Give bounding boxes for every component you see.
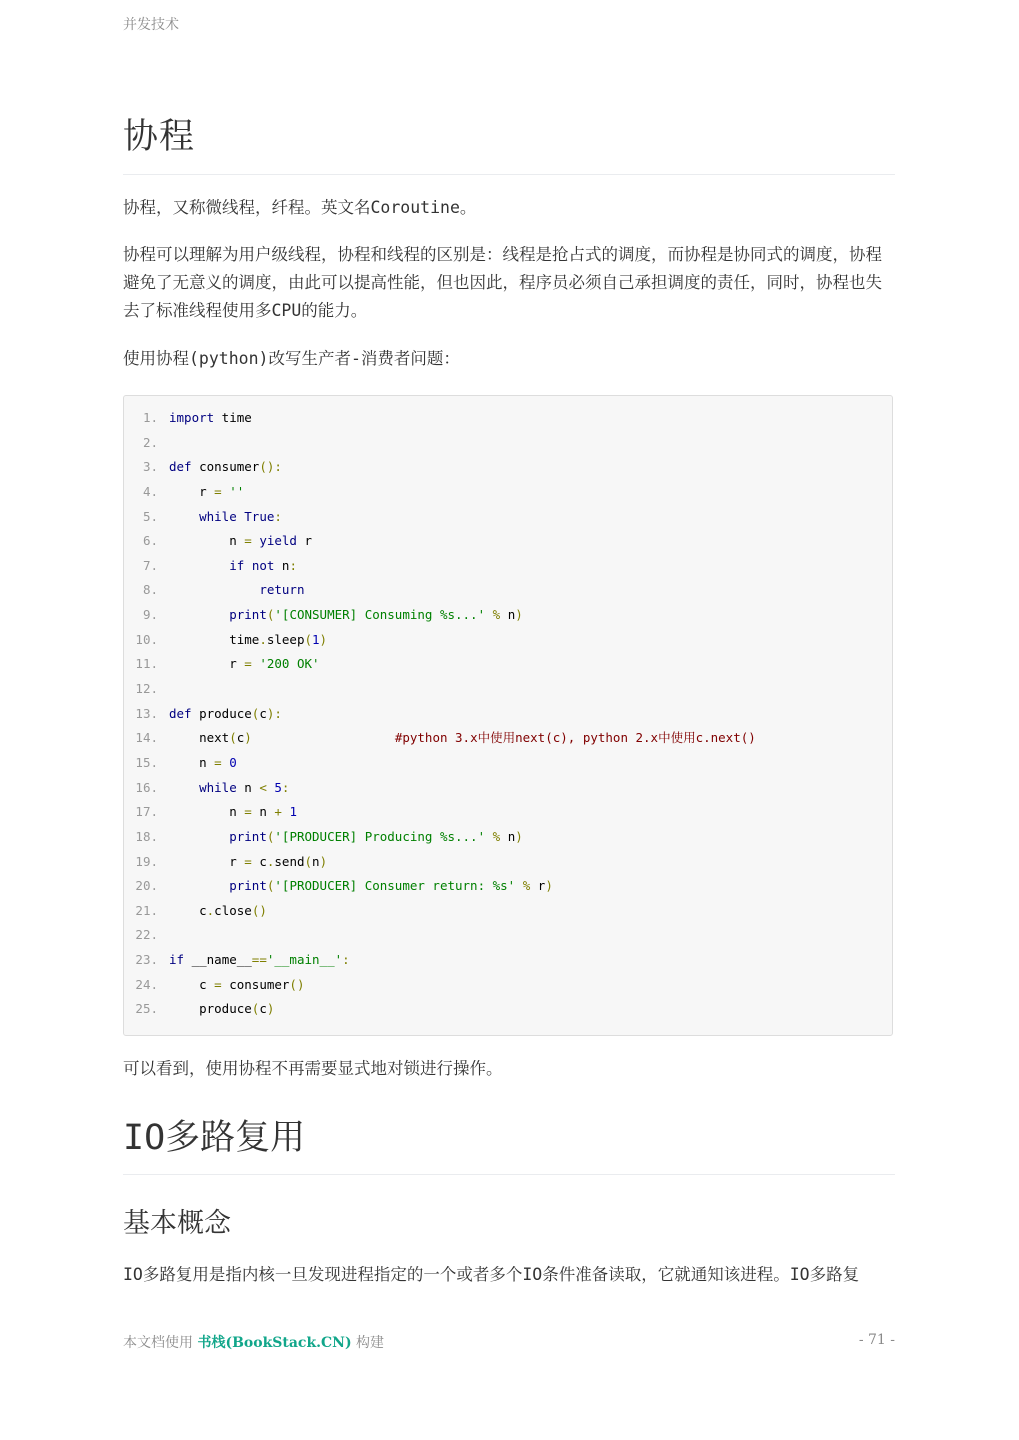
code-token: = [244, 853, 252, 869]
line-number: 24. [135, 976, 158, 992]
code-token [169, 607, 229, 622]
code-line [124, 997, 756, 1022]
code-token: '[PRODUCER] Producing %s...' [274, 828, 486, 844]
code-token: while [199, 779, 237, 795]
code-token: ) [319, 631, 328, 647]
footer-link[interactable]: 书栈(BookStack.CN) [197, 1335, 352, 1351]
paragraph-code-intro: 使用协程(python)改写生产者-消费者问题： [123, 349, 460, 368]
code-token: '[CONSUMER] Consuming %s...' [274, 607, 486, 623]
code-token: '[PRODUCER] Consumer return: %s' [274, 878, 516, 894]
line-number: 9. [142, 607, 158, 623]
code-line [124, 431, 756, 456]
code-token: produce [169, 1001, 252, 1017]
code-token: 0 [229, 754, 237, 770]
code-line [124, 973, 756, 998]
code-token: '200 OK' [259, 656, 320, 672]
code-token: ( [266, 828, 275, 844]
code-token: #python 3.x中使用next(c), python 2.x中使用c.next() [394, 730, 756, 746]
line-number: 1. [142, 410, 158, 425]
line-number: 25. [135, 1001, 158, 1017]
code-line [124, 948, 756, 973]
code-line [124, 603, 756, 628]
code-token: n [312, 853, 320, 869]
code-token: return [259, 582, 305, 598]
code-token: 1 [289, 804, 297, 820]
code-token: : [289, 557, 297, 573]
code-token: ( [266, 878, 275, 894]
code-line [124, 751, 756, 776]
code-token: = [244, 656, 252, 672]
code-token: def [169, 705, 192, 721]
code-token: = [214, 483, 222, 499]
code-line [124, 874, 756, 899]
code-line [124, 455, 756, 480]
code-token: send [274, 853, 305, 869]
heading-basic-concept: 基本概念 [123, 1208, 231, 1239]
code-token [169, 582, 259, 597]
code-token: ) [244, 730, 252, 746]
code-line [124, 505, 756, 530]
line-number: 20. [135, 878, 158, 894]
code-token: consumer [191, 459, 260, 475]
code-token: c [259, 1001, 267, 1017]
code-token: if [229, 557, 245, 573]
code-token [485, 607, 493, 622]
code-line [124, 480, 756, 505]
code-line [124, 406, 756, 431]
code-token: n [236, 779, 260, 795]
line-number: 16. [135, 779, 158, 795]
paragraph-io-definition: IO多路复用是指内核一旦发现进程指定的一个或者多个IO条件准备读取，它就通知该进程。IO多路复 [123, 1265, 860, 1284]
code-token: = [214, 754, 222, 770]
code-token: ( [266, 607, 275, 623]
code-token: (): [259, 459, 282, 475]
code-token: print [229, 607, 267, 623]
line-number: 8. [142, 582, 158, 598]
code-token: r [530, 878, 546, 894]
code-token: n [500, 828, 516, 844]
code-token: r [169, 656, 245, 672]
code-line [124, 776, 756, 801]
code-token: n [274, 557, 290, 573]
code-line [124, 554, 756, 579]
footer-prefix: 本文档使用 [123, 1335, 198, 1351]
line-number: 11. [135, 656, 158, 672]
code-token: . [259, 631, 267, 647]
line-number: 5. [142, 508, 158, 524]
code-token: () [251, 902, 267, 918]
code-token [244, 558, 252, 573]
footer-credit [123, 1332, 384, 1352]
paragraph-explanation: 协程可以理解为用户级线程，协程和线程的区别是：线程是抢占式的调度，而协程是协同式的调度，协程避免了无意义的调度，由此可以提高性能，但也因此，程序员必须自己承担调度的责任，同时，协程也失去了标准线程使用多CPU的能力。 [123, 245, 882, 320]
code-token: next [169, 730, 230, 746]
code-token [252, 730, 395, 745]
code-token: n [169, 754, 215, 770]
line-number: 4. [142, 483, 158, 499]
code-token: ) [545, 878, 553, 894]
code-token: < [259, 779, 267, 795]
code-token: __name__ [184, 952, 252, 968]
code-token: c [169, 976, 215, 992]
code-token: def [169, 459, 192, 475]
code-line [124, 702, 756, 727]
code-token: n [169, 804, 245, 820]
code-line [124, 800, 756, 825]
code-token: if [169, 952, 185, 968]
code-token: ( [251, 1001, 260, 1017]
code-token [485, 829, 493, 844]
code-token: '' [229, 483, 245, 499]
line-number: 13. [135, 705, 158, 721]
line-number: 21. [135, 902, 158, 918]
line-number: 3. [142, 459, 158, 475]
code-token: c [251, 853, 267, 869]
code-line [124, 652, 756, 677]
code-lines [124, 406, 756, 1022]
code-token: % [522, 878, 531, 894]
code-token: print [229, 828, 267, 844]
line-number: 12. [135, 681, 158, 697]
code-token: = [214, 976, 222, 992]
code-token: time [169, 631, 260, 647]
code-token: = [244, 804, 252, 820]
code-token: True [244, 508, 275, 524]
code-token [169, 878, 229, 893]
paragraph-conclusion: 可以看到，使用协程不再需要显式地对锁进行操作。 [123, 1059, 503, 1078]
code-token: + [274, 804, 282, 820]
code-token: r [169, 853, 245, 869]
code-line [124, 628, 756, 653]
code-token: sleep [266, 631, 305, 647]
code-token: () [289, 976, 305, 992]
line-number: 18. [135, 828, 158, 844]
code-token: . [266, 853, 275, 869]
code-token: ( [304, 631, 313, 647]
line-number: 14. [135, 730, 158, 746]
code-token [169, 558, 229, 573]
code-line [124, 825, 756, 850]
code-token: == [251, 952, 267, 968]
code-token: n [500, 607, 516, 623]
line-number: 6. [142, 533, 158, 549]
code-block [123, 395, 893, 1036]
code-token [169, 829, 229, 844]
line-number: 17. [135, 804, 158, 820]
code-token: ( [304, 853, 313, 869]
code-token: r [169, 483, 215, 499]
code-token [515, 878, 523, 893]
code-token: produce [191, 705, 252, 721]
code-token: ) [319, 853, 328, 869]
code-token: ( [251, 705, 260, 721]
line-number: 10. [135, 631, 158, 647]
code-token: n [251, 804, 275, 820]
code-token: import [169, 410, 215, 425]
paragraph-intro: 协程，又称微线程，纤程。英文名Coroutine。 [123, 198, 477, 217]
line-number: 2. [142, 434, 158, 450]
code-token: 5 [274, 779, 282, 795]
code-line [124, 899, 756, 924]
code-token: : [342, 952, 350, 968]
heading-coroutine: 协程 [123, 116, 895, 175]
line-number: 23. [135, 952, 158, 968]
heading-io-multiplexing: IO多路复用 [123, 1117, 895, 1175]
code-line [124, 850, 756, 875]
code-token: n [169, 533, 245, 549]
code-token: time [214, 410, 252, 425]
code-line [124, 578, 756, 603]
code-token: c [236, 730, 245, 746]
code-token: not [251, 557, 275, 573]
code-line [124, 529, 756, 554]
code-token: ) [266, 1001, 275, 1017]
code-token: . [206, 902, 215, 918]
footer-suffix: 构建 [351, 1335, 385, 1351]
code-token: ( [229, 730, 237, 746]
line-number: 19. [135, 853, 158, 869]
code-token: c [169, 902, 207, 918]
code-token: close [214, 902, 252, 918]
line-number: 7. [142, 557, 158, 573]
code-token: consumer [221, 976, 290, 992]
code-token: c [259, 705, 267, 721]
code-token: ) [515, 607, 523, 623]
code-token [169, 780, 199, 795]
line-number: 22. [135, 927, 158, 943]
code-token [169, 509, 199, 524]
code-token: % [492, 607, 501, 623]
code-token: '__main__' [266, 952, 343, 968]
page-number: - 71 - [858, 1332, 895, 1348]
code-token: 1 [312, 631, 320, 647]
code-token: ): [266, 705, 282, 721]
code-token: r [296, 533, 313, 549]
line-number: 15. [135, 754, 158, 770]
code-token: = [244, 533, 252, 549]
code-token: % [492, 828, 501, 844]
code-line [124, 726, 756, 751]
code-token: : [281, 779, 290, 795]
code-line [124, 923, 756, 948]
code-token: : [274, 508, 282, 524]
code-line [124, 677, 756, 702]
code-token: yield [259, 533, 297, 549]
page-header: 并发技术 [123, 17, 179, 33]
code-token: ) [515, 828, 523, 844]
code-token: print [229, 878, 267, 894]
code-token: while [199, 508, 237, 524]
